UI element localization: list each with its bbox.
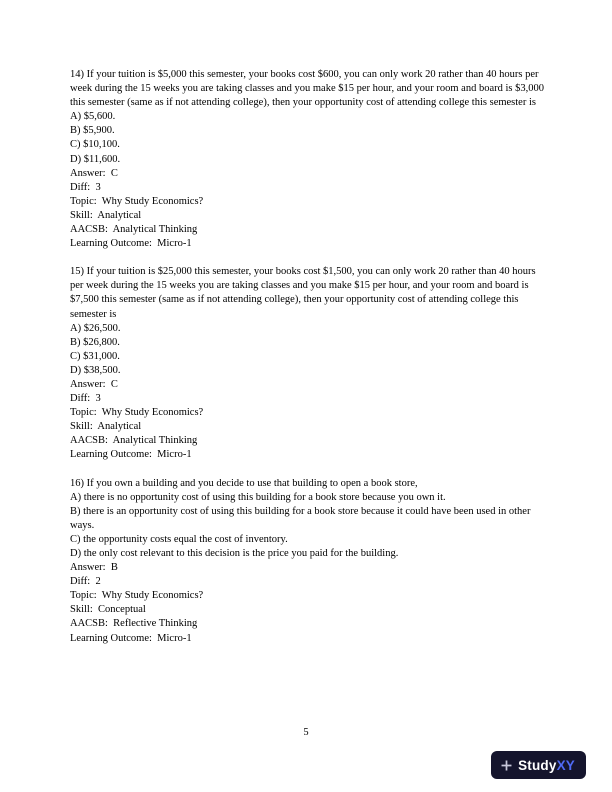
answer-choice-d: D) $38,500.: [70, 364, 121, 376]
meta-topic: Topic: Why Study Economics?: [70, 590, 204, 602]
meta-topic: Topic: Why Study Economics?: [70, 407, 204, 419]
meta-answer: Answer: C: [70, 167, 118, 179]
page-number: 5: [303, 727, 309, 738]
answer-choice-a: A) $26,500.: [70, 322, 121, 334]
question-stem: 14) If your tuition is $5,000 this semester, your books cost $600, you can only work 20 rather than 40 hours per week during the 15 weeks you are taking classes and you make $15 per hour, and your room and board is $3,000 this semester (same as if not attending college), then your opportunity cost of attending college this semester is: [70, 69, 547, 109]
answer-choice-a: A) there is no opportunity cost of using this building for a book store because you own it.: [70, 491, 446, 503]
question-block-16: [70, 477, 544, 646]
meta-diff: Diff: 3: [70, 181, 101, 193]
answer-choice-c: C) $31,000.: [70, 350, 120, 362]
meta-skill: Skill: Analytical: [70, 209, 142, 221]
logo-xy-text: XY: [556, 757, 575, 773]
meta-answer: Answer: B: [70, 562, 118, 574]
answer-choice-b: B) $26,800.: [70, 336, 120, 348]
meta-aacsb: AACSB: Analytical Thinking: [70, 224, 198, 236]
meta-skill: Skill: Analytical: [70, 421, 142, 433]
meta-learning-outcome: Learning Outcome: Micro-1: [70, 238, 192, 250]
question-block-15: [70, 265, 544, 462]
answer-choice-c: C) $10,100.: [70, 139, 120, 151]
question-stem: 16) If you own a building and you decide to use that building to open a book store,: [70, 477, 418, 489]
meta-answer: Answer: C: [70, 378, 118, 390]
meta-topic: Topic: Why Study Economics?: [70, 195, 204, 207]
answer-choice-d: D) the only cost relevant to this decision is the price you paid for the building.: [70, 548, 399, 559]
meta-learning-outcome: Learning Outcome: Micro-1: [70, 449, 192, 461]
answer-choice-b: B) $5,900.: [70, 125, 115, 137]
studyxy-logo-badge: [491, 751, 586, 779]
meta-diff: Diff: 2: [70, 576, 101, 588]
question-stem: 15) If your tuition is $25,000 this semester, your books cost $1,500, you can only work 20 rather than 40 hours per week during the 15 weeks you are taking classes and you make $15 per hour, and your room and board is $7,500 this semester (same as if not attending college), then your opportunity cost of attending college this semester is: [70, 266, 539, 320]
meta-skill: Skill: Conceptual: [70, 604, 146, 616]
logo-wordmark: [518, 758, 575, 773]
answer-choice-d: D) $11,600.: [70, 153, 121, 165]
plus-icon: [500, 759, 513, 772]
meta-aacsb: AACSB: Analytical Thinking: [70, 435, 198, 447]
meta-learning-outcome: Learning Outcome: Micro-1: [70, 632, 192, 644]
answer-choice-c: C) the opportunity costs equal the cost of inventory.: [70, 533, 288, 545]
meta-diff: Diff: 3: [70, 393, 101, 405]
answer-choice-a: A) $5,600.: [70, 111, 116, 123]
meta-aacsb: AACSB: Reflective Thinking: [70, 618, 198, 630]
answer-choice-b: B) there is an opportunity cost of using this building for a book store because it could have been used in other ways.: [70, 505, 534, 531]
question-list: [70, 68, 547, 660]
question-block-14: [70, 68, 547, 251]
logo-study-text: Study: [518, 757, 557, 773]
